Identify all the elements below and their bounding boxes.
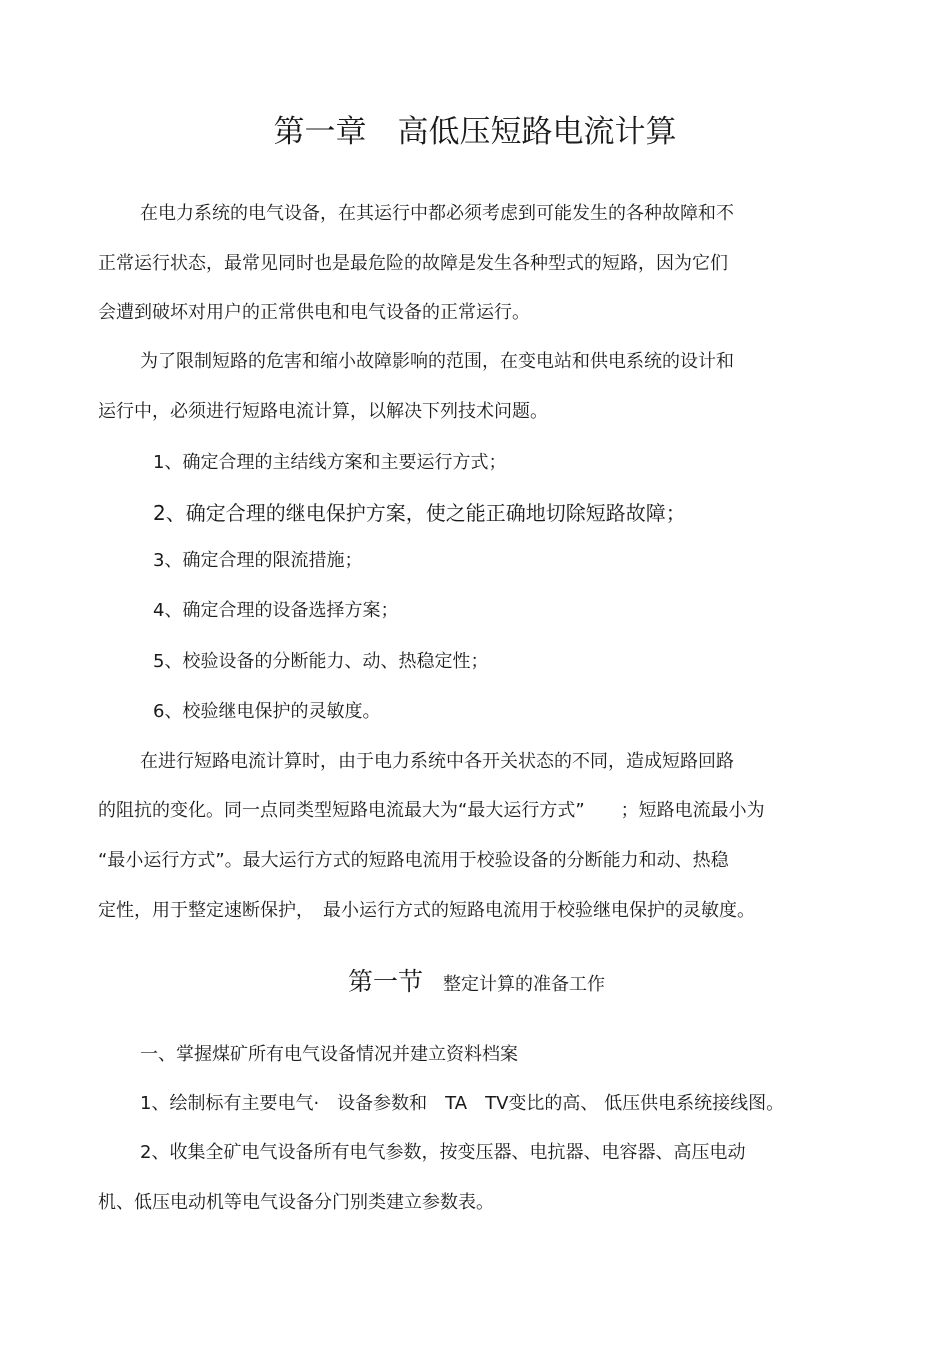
- paragraph-line: 运行中，必须进行短路电流计算，以解决下列技术问题。: [98, 401, 548, 422]
- paragraph-line: 在进行短路电流计算时，由于电力系统中各开关状态的不同，造成短路回路: [140, 751, 734, 772]
- list-item: 2、确定合理的继电保护方案，使之能正确地切除短路故障；: [153, 501, 686, 525]
- list-item: 6、校验继电保护的灵敏度。: [153, 701, 381, 722]
- paragraph-line: 会遭到破坏对用户的正常供电和电气设备的正常运行。: [98, 302, 530, 323]
- paragraph-line: 正常运行状态，最常见同时也是最危险的故障是发生各种型式的短路，因为它们: [98, 253, 728, 274]
- paragraph-line: “最小运行方式”。最大运行方式的短路电流用于校验设备的分断能力和动、热稳: [98, 850, 729, 871]
- section-heading: 整定计算的准备工作: [443, 974, 606, 995]
- paragraph-line: 机、低压电动机等电气设备分门别类建立参数表。: [98, 1192, 494, 1213]
- chapter-title: 第一章 高低压短路电流计算: [273, 114, 677, 150]
- paragraph-line: 定性，用于整定速断保护， 最小运行方式的短路电流用于校验继电保护的灵敏度。: [98, 900, 755, 921]
- paragraph-line: 的阻抗的变化。同一点同类型短路电流最大为“最大运行方式” ；短路电流最小为: [98, 800, 765, 821]
- paragraph-line: 1、绘制标有主要电气· 设备参数和 TA TV变比的高、 低压供电系统接线图。: [140, 1093, 785, 1114]
- section-title: [348, 965, 605, 1002]
- subsection-heading: 一、掌握煤矿所有电气设备情况并建立资料档案: [140, 1044, 518, 1065]
- paragraph-line: 在电力系统的电气设备，在其运行中都必须考虑到可能发生的各种故障和不: [140, 203, 734, 224]
- list-item: 4、确定合理的设备选择方案；: [153, 600, 399, 621]
- section-number: 第一节: [348, 967, 424, 996]
- paragraph-line: 2、收集全矿电气设备所有电气参数，按变压器、电抗器、电容器、高压电动: [140, 1142, 746, 1163]
- paragraph-line: 为了限制短路的危害和缩小故障影响的范围，在变电站和供电系统的设计和: [140, 351, 734, 372]
- list-item: 3、确定合理的限流措施；: [153, 550, 363, 571]
- list-item: 5、校验设备的分断能力、动、热稳定性；: [153, 651, 489, 672]
- list-item: 1、确定合理的主结线方案和主要运行方式；: [153, 452, 507, 473]
